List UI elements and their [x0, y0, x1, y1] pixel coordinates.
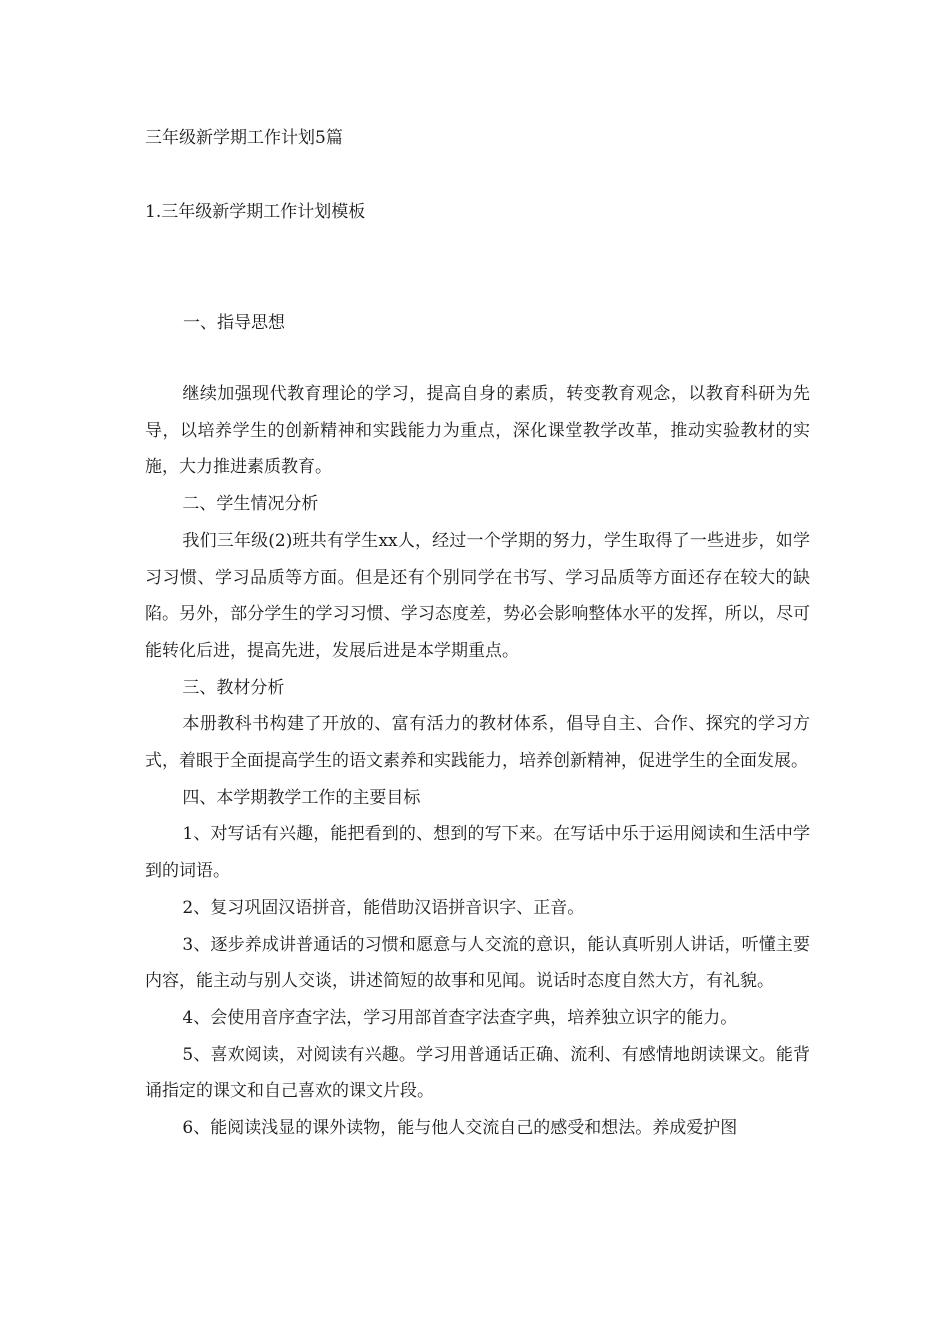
- document-title: 三年级新学期工作计划5篇: [145, 128, 343, 148]
- goal-item-2: 2、复习巩固汉语拼音，能借助汉语拼音识字、正音。: [182, 897, 585, 918]
- goal-item-4: 4、会使用音序查字法，学习用部首查字法查字典，培养独立识字的能力。: [182, 1007, 738, 1028]
- goal-item-3: 3、逐步养成讲普通话的习惯和愿意与人交流的意识，能认真听别人讲话，听懂主要内容，能主动与别人交谈，讲述简短的故事和见闻。说话时态度自然大方，有礼貌。: [145, 934, 810, 992]
- goal-item-1: 1、对写话有兴趣，能把看到的、想到的写下来。在写话中乐于运用阅读和生活中学到的词语。: [145, 824, 810, 882]
- document-body: [145, 376, 810, 1147]
- goal-item-5: 5、喜欢阅读，对阅读有兴趣。学习用普通话正确、流利、有感情地朗读课文。能背诵指定的课文和自己喜欢的课文片段。: [145, 1044, 810, 1102]
- heading-guiding-thought: 一、指导思想: [183, 313, 285, 333]
- heading-student-analysis: 二、学生情况分析: [182, 494, 319, 515]
- section-title: 1.三年级新学期工作计划模板: [145, 202, 366, 222]
- heading-textbook-analysis: 三、教材分析: [182, 677, 285, 698]
- paragraph-guiding-thought: 继续加强现代教育理论的学习，提高自身的素质，转变教育观念，以教育科研为先导，以培养学生的创新精神和实践能力为重点，深化课堂教学改革，推动实验教材的实施，大力推进素质教育。: [145, 384, 810, 478]
- heading-main-goals: 四、本学期教学工作的主要目标: [182, 787, 421, 808]
- goal-item-6: 6、能阅读浅显的课外读物，能与他人交流自己的感受和想法。养成爱护图: [182, 1118, 738, 1139]
- paragraph-textbook-analysis: 本册教科书构建了开放的、富有活力的教材体系，倡导自主、合作、探究的学习方式，着眼于全面提高学生的语文素养和实践能力，培养创新精神，促进学生的全面发展。: [145, 714, 810, 772]
- paragraph-student-analysis: 我们三年级(2)班共有学生xx人，经过一个学期的努力，学生取得了一些进步，如学习习惯、学习品质等方面。但是还有个别同学在书写、学习品质等方面还存在较大的缺陷。另外，部分学生的学习习惯、学习态度差，势必会影响整体水平的发挥，所以，尽可能转化后进，提高先进，发展后进是本学期重点。: [145, 530, 810, 661]
